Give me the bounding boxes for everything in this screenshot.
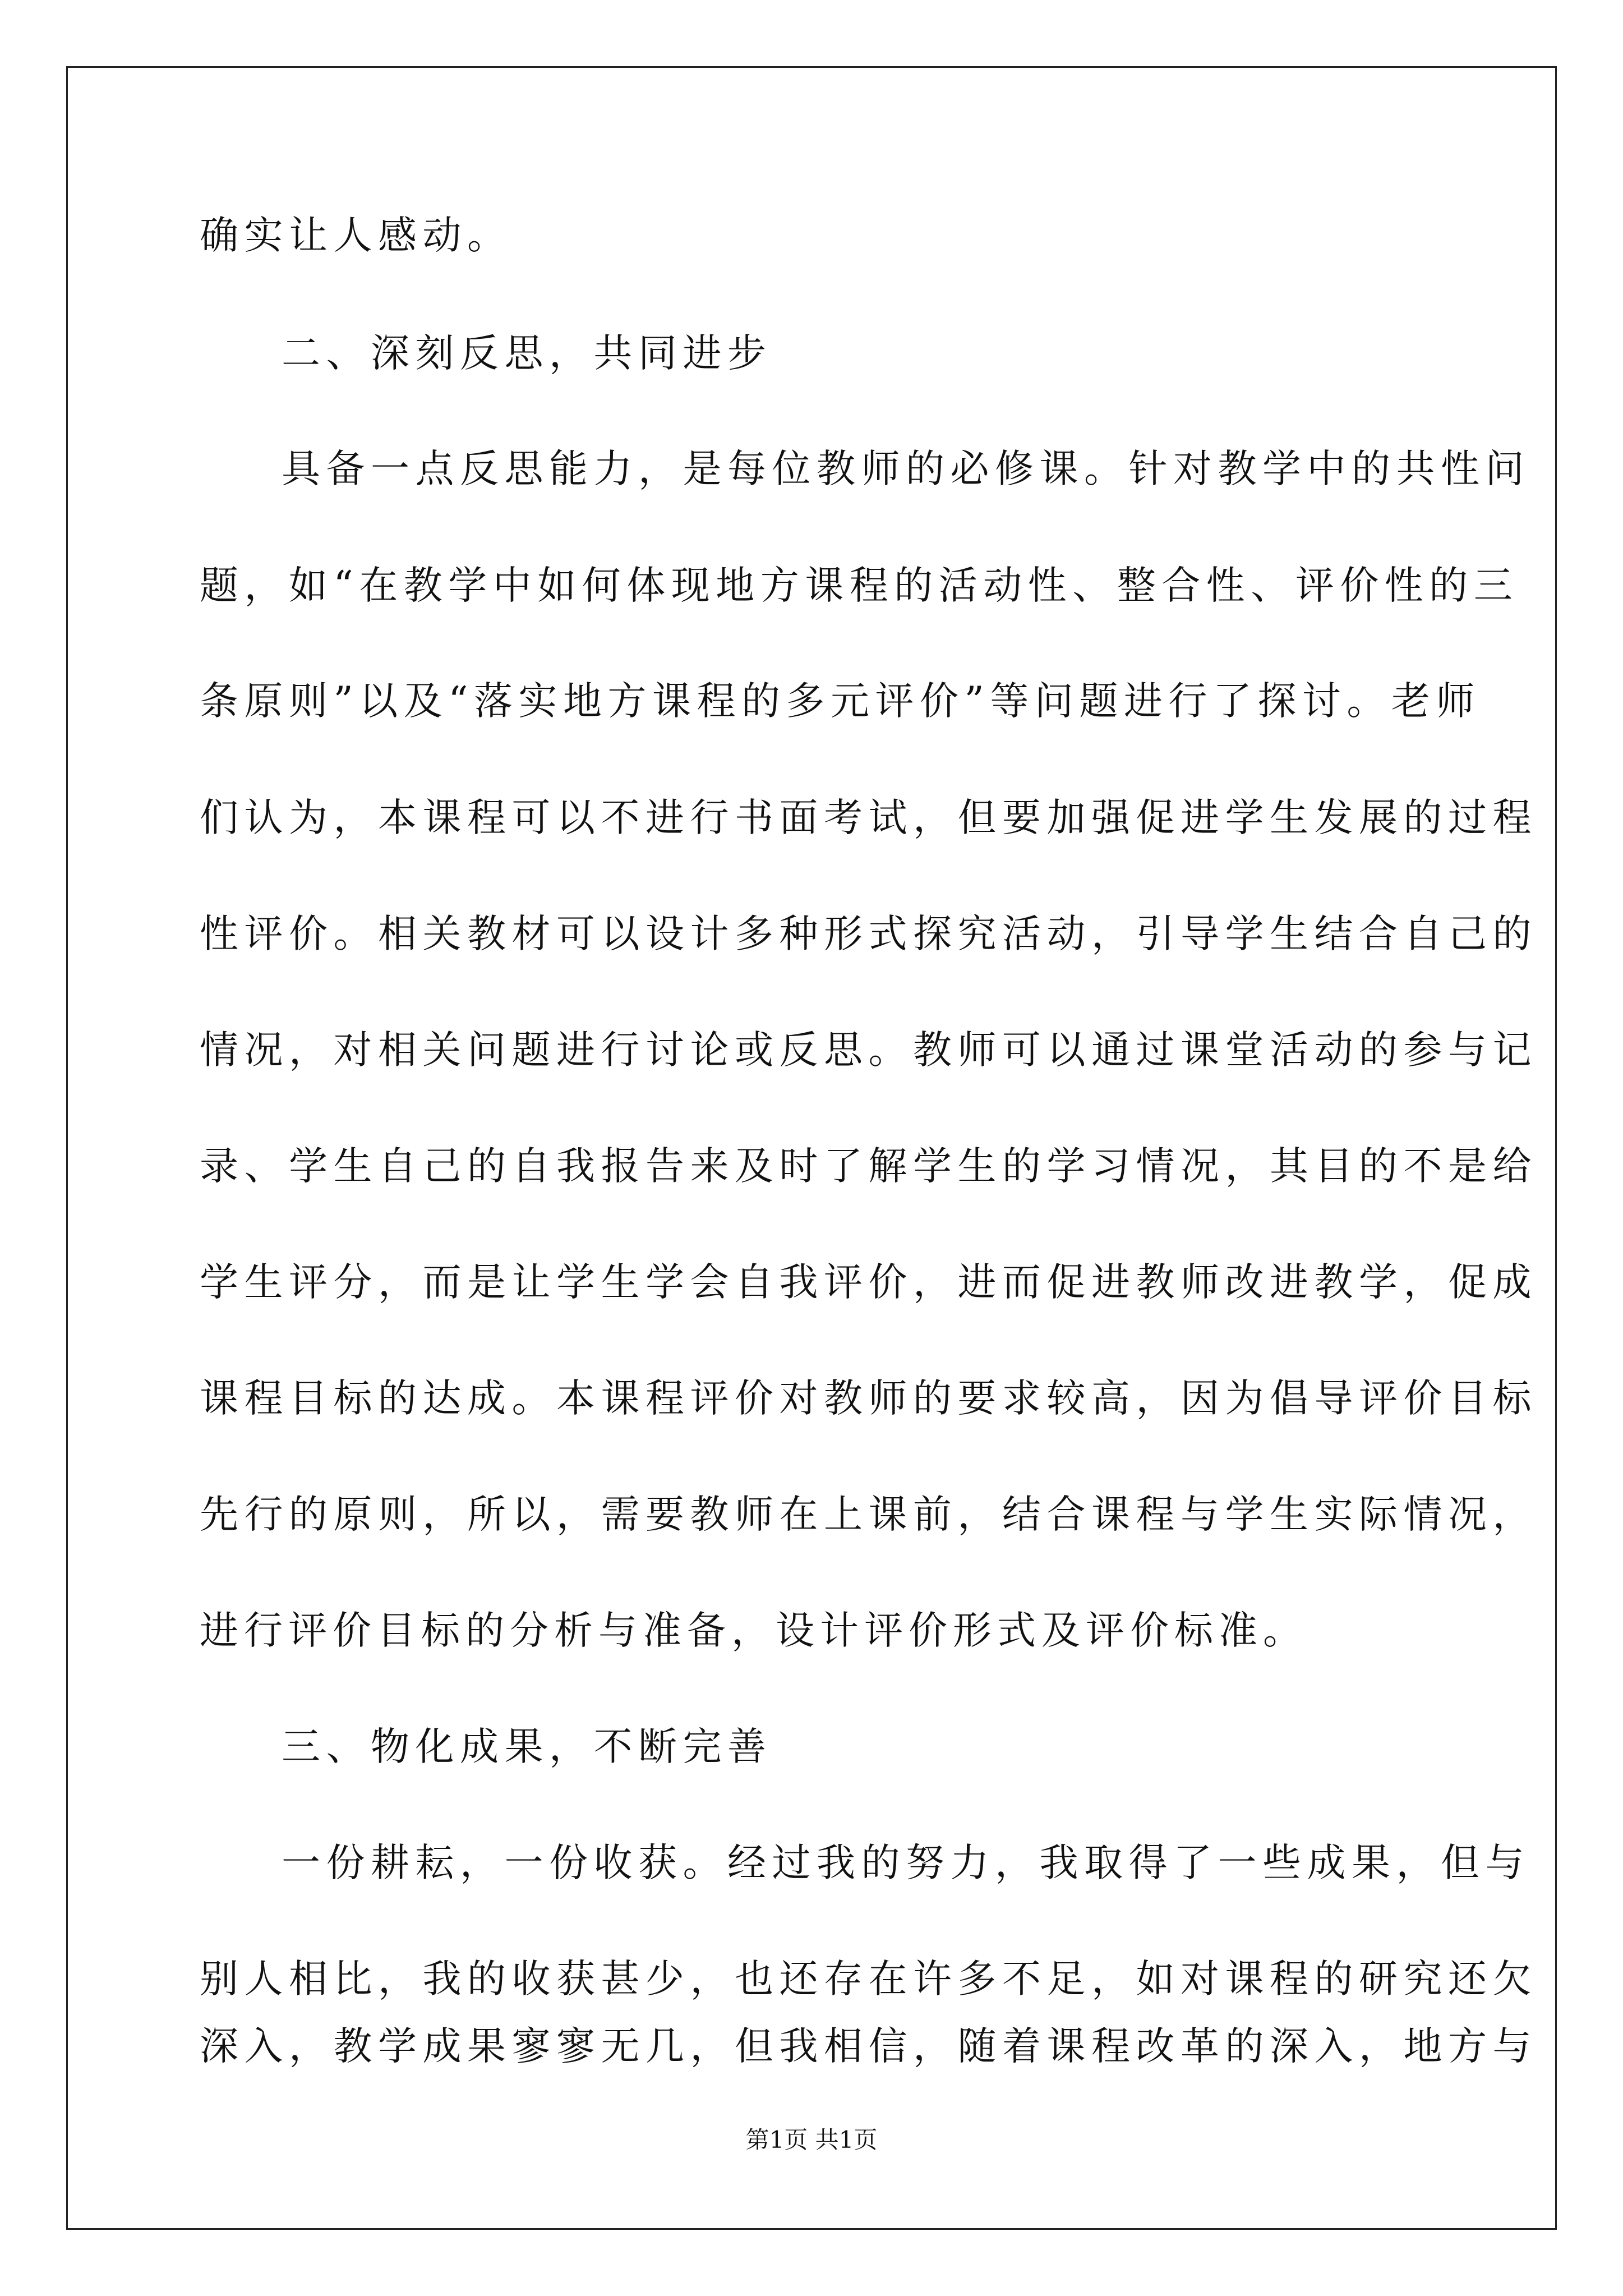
text-line-10: 学生评分，而是让学生学会自我评价，进而促进教师改进教学，促成 xyxy=(200,1260,1537,1305)
text-line-1: 确实让人感动。 xyxy=(200,213,512,258)
text-line-5: 条原则”以及“落实地方课程的多元评价”等问题进行了探讨。老师 xyxy=(200,679,1481,724)
text-line-4: 题，如“在教学中如何体现地方课程的活动性、整合性、评价性的三 xyxy=(200,563,1519,608)
text-line-6: 们认为，本课程可以不进行书面考试，但要加强促进学生发展的过程 xyxy=(200,795,1537,840)
text-line-3: 具备一点反思能力，是每位教师的必修课。针对教学中的共性问 xyxy=(282,447,1530,491)
page-footer: 第1页 共1页 xyxy=(745,2126,878,2154)
text-line-15: 一份耕耘，一份收获。经过我的努力，我取得了一些成果，但与 xyxy=(282,1841,1530,1885)
text-line-11: 课程目标的达成。本课程评价对教师的要求较高，因为倡导评价目标 xyxy=(200,1376,1537,1421)
text-line-13: 进行评价目标的分析与准备，设计评价形式及评价标准。 xyxy=(200,1608,1307,1653)
text-line-8: 情况，对相关问题进行讨论或反思。教师可以通过课堂活动的参与记 xyxy=(200,1028,1537,1073)
text-line-12: 先行的原则，所以，需要教师在上课前，结合课程与学生实际情况， xyxy=(200,1492,1537,1537)
section-heading-2: 二、深刻反思，共同进步 xyxy=(282,331,772,376)
text-line-16: 别人相比，我的收获甚少，也还存在许多不足，如对课程的研究还欠 xyxy=(200,1957,1537,2001)
text-line-17: 深入，教学成果寥寥无几，但我相信，随着课程改革的深入，地方与 xyxy=(200,2024,1537,2069)
section-heading-3: 三、物化成果，不断完善 xyxy=(282,1724,772,1769)
text-line-9: 录、学生自己的自我报告来及时了解学生的学习情况，其目的不是给 xyxy=(200,1144,1537,1189)
text-line-7: 性评价。相关教材可以设计多种形式探究活动，引导学生结合自己的 xyxy=(200,912,1537,956)
